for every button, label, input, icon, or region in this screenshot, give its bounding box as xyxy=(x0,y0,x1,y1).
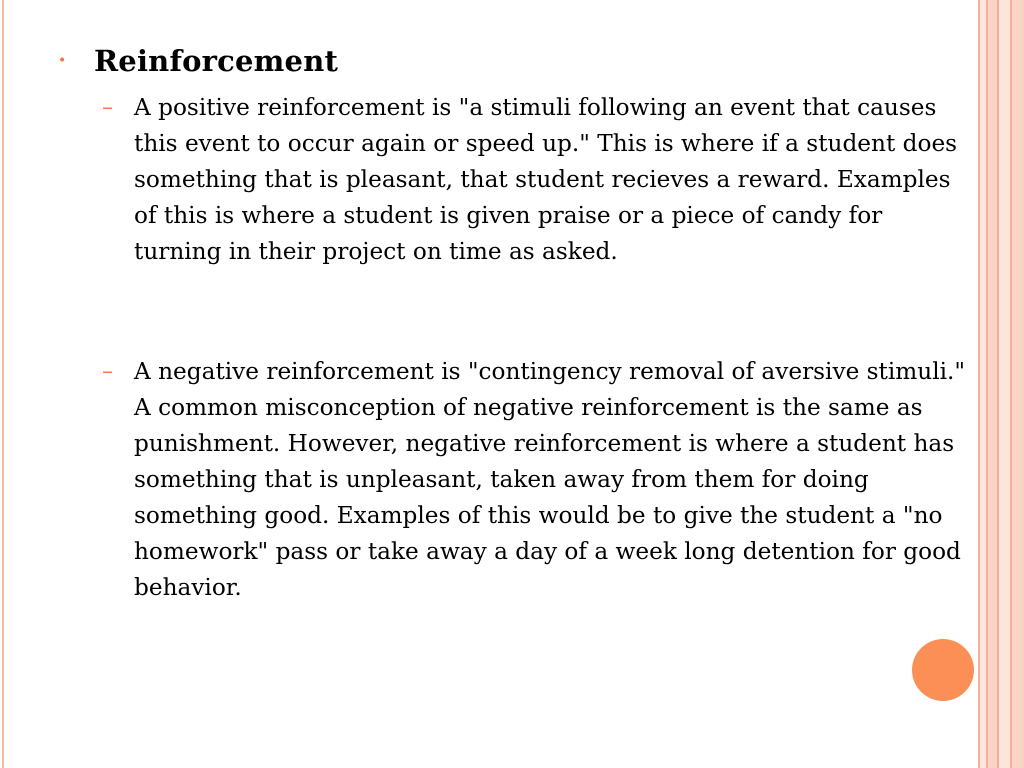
paragraph-positive-reinforcement: A positive reinforcement is "a stimuli following an event that causes this event to occur again or speed up." This is where if a student does something that is pleasant, that student recieves a reward. Examples of this is where a student is given praise or a piece of candy for turning in their project on time as asked. xyxy=(134,94,958,265)
sub-bullet-negative xyxy=(102,354,972,606)
stripe xyxy=(1012,0,1024,768)
paragraph-negative-reinforcement: A negative reinforcement is "contingency removal of aversive stimuli." A common misconception of negative reinforcement is the same as punishment. However, negative reinforcement is where a student has something that is unpleasant, taken away from them for doing something good. Examples of this would be to give the student a "no homework" pass or take away a day of a week long detention for good behavior. xyxy=(134,358,966,601)
bullet-icon: • xyxy=(58,53,67,69)
bullet-item-heading xyxy=(58,41,338,81)
stripe xyxy=(999,0,1010,768)
dash-icon: – xyxy=(102,95,113,120)
stripe xyxy=(988,0,997,768)
sub-bullet-positive xyxy=(102,90,972,270)
dash-icon: – xyxy=(102,359,113,384)
slide-heading: Reinforcement xyxy=(94,44,339,78)
